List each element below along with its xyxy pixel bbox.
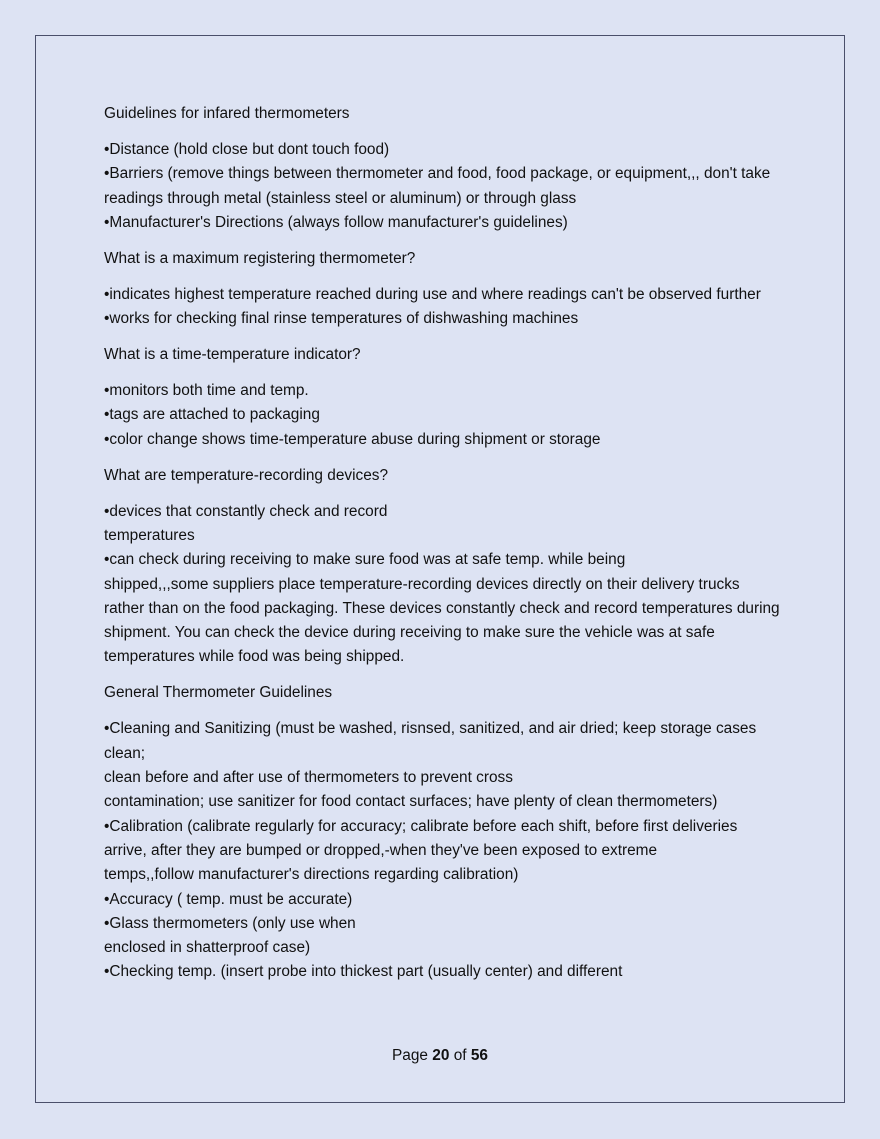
heading-infrared-guidelines: Guidelines for infared thermometers (104, 105, 350, 122)
infrared-guidelines-list: •Distance (hold close but dont touch food) •Barriers (remove things between thermometer and food, food package, or equipment,,, don't take readings through metal (stainless steel or aluminum) or through glass •Manufacturer's Directions (always follow manufacturer's guidelines) (104, 140, 771, 231)
heading-general-guidelines: General Thermometer Guidelines (104, 684, 333, 702)
document-body (104, 102, 780, 996)
total-page-count: 56 (470, 1047, 488, 1064)
heading-time-temperature-indicator: What is a time-temperature indicator? (104, 346, 361, 364)
heading-temperature-recording: What are temperature-recording devices? (104, 466, 389, 484)
page-footer (0, 1044, 880, 1068)
time-temperature-indicator-list: •monitors both time and temp. •tags are attached to packaging •color change shows time-temperature abuse during shipment or storage (104, 382, 601, 448)
page-label: Page (392, 1047, 428, 1064)
page-of-label: of (453, 1047, 467, 1064)
general-guidelines-list: •Cleaning and Sanitizing (must be washed, risnsed, sanitized, and air dried; keep storage cases clean; clean before and after use of thermometers to prevent cross contamination; use sanitizer for food contact surfaces; have plenty of clean thermometers) •Calibration (calibrate regularly for accuracy; calibrate before each shift, before first deliveries arrive, after they are bumped or dropped,-when they've been exposed to extreme temps,,follow manufacturer's directions regarding calibration) •Accuracy ( temp. must be accurate) •Glass thermometers (only use when enclosed in shatterproof case) •Checking temp. (insert probe into thickest part (usually center) and different (104, 720, 757, 981)
current-page-number: 20 (432, 1047, 450, 1064)
heading-maximum-registering: What is a maximum registering thermometer? (104, 249, 416, 267)
temperature-recording-list: •devices that constantly check and record temperatures •can check during receiving to make sure food was at safe temp. while being shipped,,,some suppliers place temperature-recording devices directly on their delivery trucks rather than on the food packaging. These devices constantly check and record temperatures during shipment. You can check the device during receiving to make sure the vehicle was at safe temperatures while food was being shipped. (104, 502, 780, 666)
maximum-registering-list: •indicates highest temperature reached during use and where readings can't be observed further •works for checking final rinse temperatures of dishwashing machines (104, 285, 761, 328)
